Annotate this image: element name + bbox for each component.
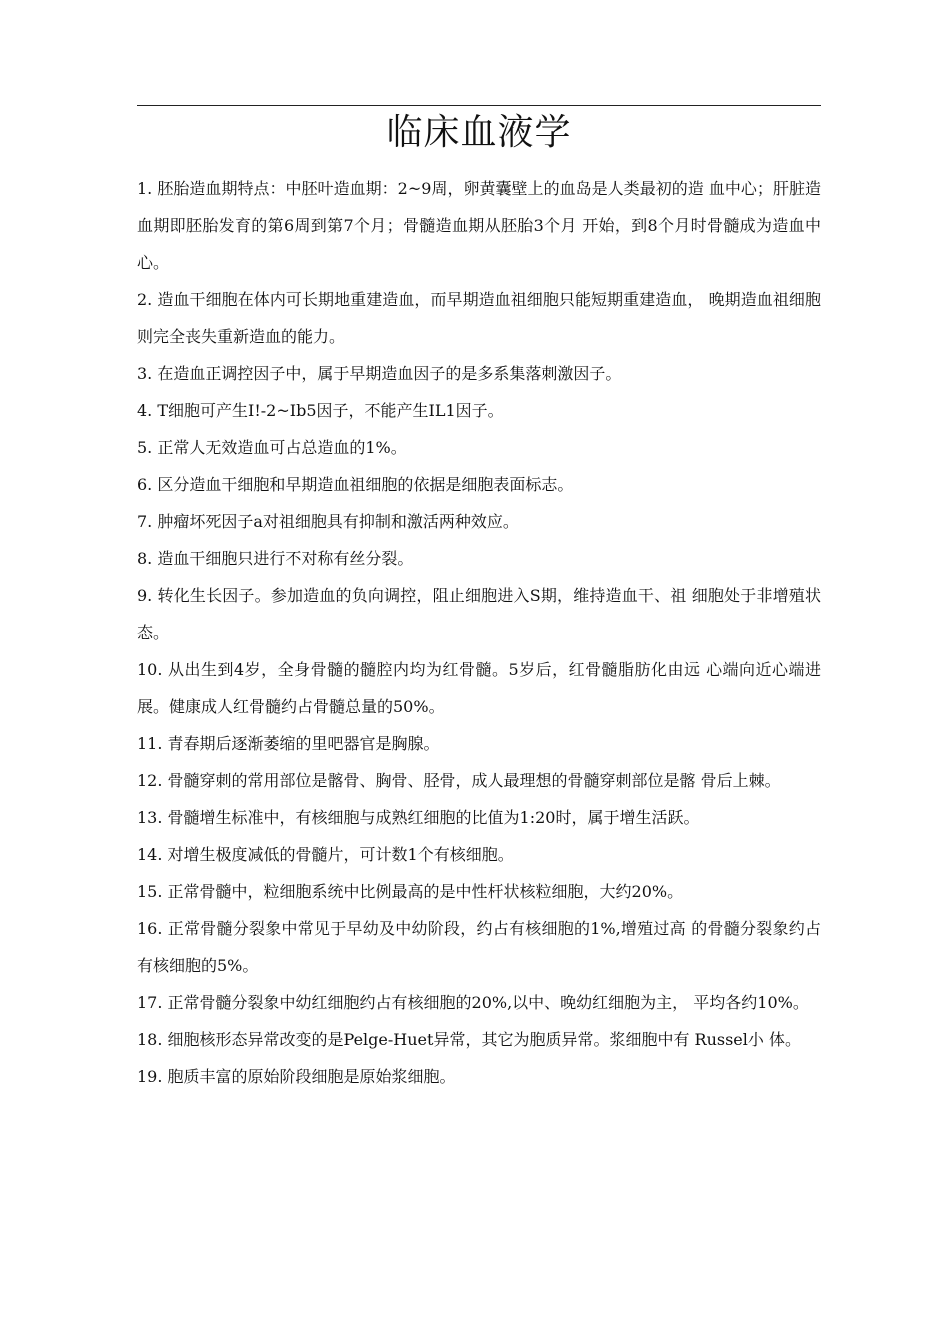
- document-title: 临床血液学: [386, 112, 572, 153]
- list-item-15: 15. 正常骨髓中，粒细胞系统中比例最高的是中性杆状核粒细胞，大约20%。: [137, 882, 684, 901]
- header-rule: [137, 105, 821, 106]
- list-item-17: 17. 正常骨髓分裂象中幼红细胞约占有核细胞的20%,以中、晚幼红细胞为主， 平均各约10%。: [137, 993, 809, 1012]
- list-item-14: 14. 对增生极度减低的骨髓片，可计数1个有核细胞。: [137, 845, 514, 864]
- list-item-8: 8. 造血干细胞只进行不对称有丝分裂。: [137, 549, 414, 568]
- list-item-7: 7. 肿瘤坏死因子a对祖细胞具有抑制和激活两种效应。: [137, 512, 519, 531]
- list-item-2: 2. 造血干细胞在体内可长期地重建造血，而早期造血祖细胞只能短期重建造血， 晚期造血祖细胞则完全丧失重新造血的能力。: [137, 290, 821, 346]
- list-item-19: 19. 胞质丰富的原始阶段细胞是原始浆细胞。: [137, 1067, 456, 1086]
- list-item-4: 4. T细胞可产生I!-2~Ib5因子，不能产生IL1因子。: [137, 401, 504, 420]
- list-item-16: 16. 正常骨髓分裂象中常见于早幼及中幼阶段，约占有核细胞的1%,增殖过高 的骨髓分裂象约占有核细胞的5%。: [137, 919, 821, 975]
- list-item-12: 12. 骨髓穿刺的常用部位是髂骨、胸骨、胫骨，成人最理想的骨髓穿刺部位是髂 骨后上棘。: [137, 771, 781, 790]
- list-item-10: 10. 从出生到4岁，全身骨髓的髓腔内均为红骨髓。5岁后，红骨髓脂肪化由远 心端向近心端进展。健康成人红骨髓约占骨髓总量的50%。: [137, 660, 821, 716]
- list-item-18: 18. 细胞核形态异常改变的是Pelge-Huet异常，其它为胞质异常。浆细胞中有 Russel小 体。: [137, 1030, 801, 1049]
- list-item-1: 1. 胚胎造血期特点：中胚叶造血期：2~9周，卵黄囊壁上的血岛是人类最初的造 血中心；肝脏造血期即胚胎发育的第6周到第7个月；骨髓造血期从胚胎3个月 开始，到8个月时骨髓成为造血中心。: [137, 179, 821, 272]
- list-item-9: 9. 转化生长因子。参加造血的负向调控，阻止细胞进入S期，维持造血干、祖 细胞处于非增殖状态。: [137, 586, 821, 642]
- list-item-13: 13. 骨髓增生标准中，有核细胞与成熟红细胞的比值为1:20时，属于增生活跃。: [137, 808, 700, 827]
- list-item-6: 6. 区分造血干细胞和早期造血祖细胞的依据是细胞表面标志。: [137, 475, 574, 494]
- list-item-5: 5. 正常人无效造血可占总造血的1%。: [137, 438, 407, 457]
- list-item-11: 11. 青春期后逐渐萎缩的里吧器官是胸腺。: [137, 734, 440, 753]
- list-item-3: 3. 在造血正调控因子中，属于早期造血因子的是多系集落刺激因子。: [137, 364, 622, 383]
- item-list: [137, 170, 821, 1095]
